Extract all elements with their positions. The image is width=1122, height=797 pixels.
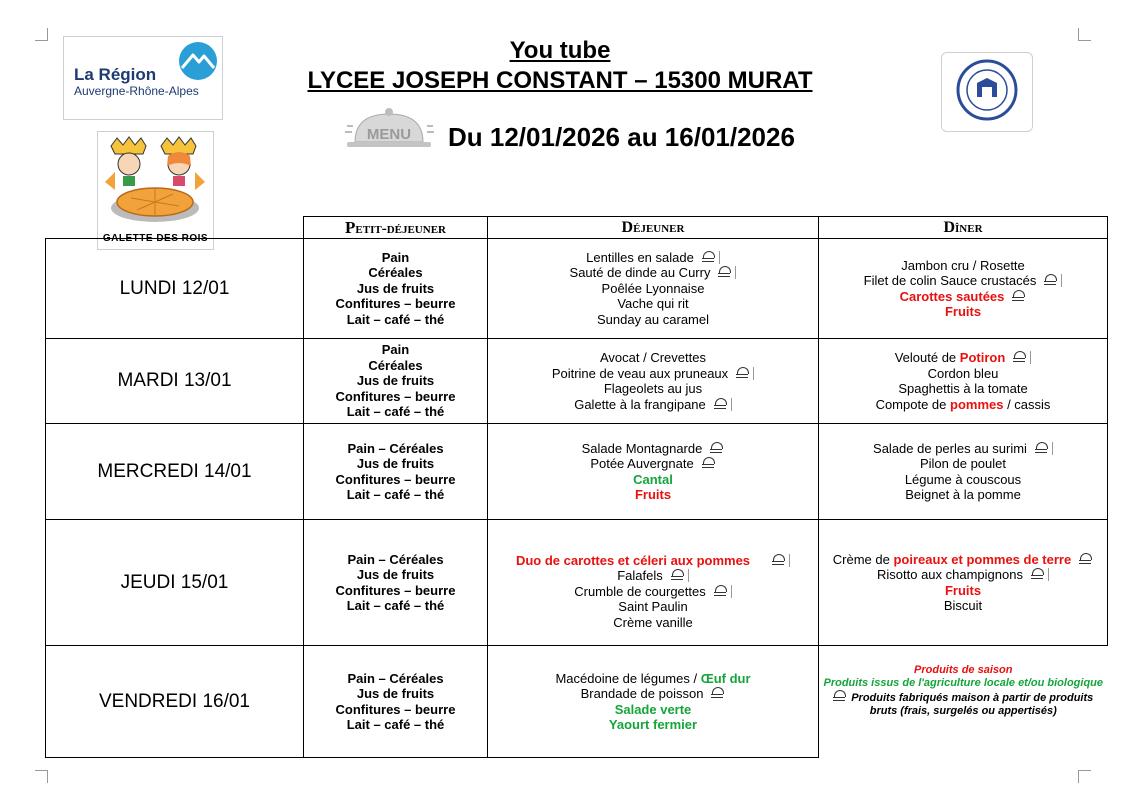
lunch-item: Yaourt fermier <box>608 717 698 732</box>
breakfast-item: Lait – café – thé <box>346 311 445 327</box>
crop-mark-top-left <box>35 28 48 41</box>
region-logo <box>63 36 223 120</box>
dinner-item: Beignet à la pomme <box>905 487 1021 502</box>
menu-dates: Du 12/01/2026 au 16/01/2026 <box>448 122 795 152</box>
region-logo-subtitle: Auvergne-Rhône-Alpes <box>74 84 199 98</box>
homemade-icon <box>714 398 728 411</box>
header-corner <box>46 217 304 239</box>
dinner-cell <box>819 239 1108 339</box>
breakfast-cell <box>304 424 488 520</box>
column-header-breakfast: Petit-déjeuner <box>304 217 488 239</box>
homemade-icon <box>1031 568 1045 581</box>
breakfast-item: Jus de fruits <box>356 567 435 582</box>
breakfast-item: Confitures – beurre <box>335 471 456 487</box>
lunch-item: Brandade de poisson <box>488 686 818 702</box>
day-name: LUNDI 12/01 <box>46 239 304 339</box>
homemade-icon <box>702 457 716 470</box>
crop-mark-top-right <box>1078 28 1091 41</box>
lunch-cell <box>488 239 819 339</box>
homemade-icon <box>1044 274 1058 287</box>
page-title-school: LYCEE JOSEPH CONSTANT – 15300 MURAT <box>307 67 813 94</box>
day-name: MARDI 13/01 <box>46 339 304 424</box>
breakfast-item: Confitures – beurre <box>335 296 456 312</box>
lunch-item: Fruits <box>634 487 672 502</box>
homemade-icon <box>833 690 847 703</box>
menu-graphic-label: MENU <box>366 126 412 143</box>
dinner-item: Fruits <box>944 304 982 319</box>
homemade-icon <box>1035 442 1049 455</box>
day-name: VENDREDI 16/01 <box>46 646 304 758</box>
legend <box>819 664 1108 718</box>
breakfast-item: Pain <box>381 342 410 358</box>
school-seal-icon <box>956 59 1018 121</box>
crop-mark-bottom-left <box>35 770 48 783</box>
day-name: JEUDI 15/01 <box>46 520 304 646</box>
lunch-item: Potée Auvergnate <box>488 456 818 472</box>
breakfast-item: Pain – Céréales <box>347 440 444 456</box>
homemade-icon <box>714 585 728 598</box>
dinner-item: Velouté de Potiron <box>819 350 1107 366</box>
breakfast-cell <box>304 239 488 339</box>
breakfast-item: Pain – Céréales <box>347 551 444 567</box>
breakfast-item: Confitures – beurre <box>335 388 456 404</box>
homemade-icon <box>702 251 716 264</box>
lunch-item: Cantal <box>633 471 673 487</box>
lunch-item: Crumble de courgettes <box>488 584 818 600</box>
region-logo-title: La Région <box>74 65 157 84</box>
homemade-icon <box>772 554 786 567</box>
breakfast-item: Confitures – beurre <box>335 701 456 717</box>
dinner-item: Filet de colin Sauce crustacés <box>819 273 1107 289</box>
column-header-dinner: Dîner <box>819 217 1108 239</box>
dinner-item: Biscuit <box>943 598 983 613</box>
homemade-icon <box>1012 290 1026 303</box>
breakfast-item: Confitures – beurre <box>335 582 456 598</box>
dinner-item: Légume à couscous <box>904 471 1022 487</box>
column-header-lunch: Déjeuner <box>488 217 819 239</box>
dinner-item: Fruits <box>944 582 982 598</box>
dinner-item: Spaghettis à la tomate <box>898 381 1028 396</box>
lunch-cell <box>488 339 819 424</box>
lunch-item: Poêlée Lyonnaise <box>601 280 705 296</box>
lunch-item: Sunday au caramel <box>596 311 709 327</box>
breakfast-cell <box>304 339 488 424</box>
breakfast-item: Pain – Céréales <box>347 670 444 686</box>
breakfast-item: Céréales <box>368 357 423 373</box>
dinner-item: Salade de perles au surimi <box>819 441 1107 457</box>
breakfast-item: Pain <box>381 249 410 265</box>
galette-caption: GALETTE DES ROIS <box>102 233 209 244</box>
lunch-cell <box>488 424 819 520</box>
lunch-item: Poitrine de veau aux pruneaux <box>488 366 818 382</box>
legend-season: Produits de saison <box>914 664 1013 676</box>
dinner-item: Carottes sautées <box>819 289 1107 305</box>
region-mountain-icon <box>176 42 220 80</box>
lunch-item: Falafels <box>488 568 818 584</box>
lunch-item: Vache qui rit <box>617 296 689 312</box>
dinner-item: Pilon de poulet <box>919 456 1006 471</box>
breakfast-cell <box>304 646 488 758</box>
legend-cell <box>819 646 1108 758</box>
dinner-item: Jambon cru / Rosette <box>901 257 1025 273</box>
cloche-menu-icon <box>343 106 435 158</box>
lunch-item: Saint Paulin <box>618 599 688 615</box>
breakfast-item: Céréales <box>368 265 423 281</box>
breakfast-item: Jus de fruits <box>356 686 435 701</box>
dinner-item: Compote de pommes / cassis <box>875 396 1051 412</box>
day-row-wednesday <box>46 424 1108 520</box>
lunch-item: Sauté de dinde au Curry <box>488 265 818 281</box>
homemade-icon <box>1079 553 1093 566</box>
breakfast-item: Lait – café – thé <box>346 487 445 502</box>
homemade-icon <box>710 442 724 455</box>
dinner-item: Risotto aux champignons <box>819 567 1107 583</box>
day-row-tuesday <box>46 339 1108 424</box>
dinner-item: Crème de poireaux et pommes de terre <box>819 552 1107 568</box>
breakfast-item: Jus de fruits <box>356 373 435 389</box>
breakfast-item: Lait – café – thé <box>346 717 445 732</box>
homemade-icon <box>1013 351 1027 364</box>
homemade-icon <box>718 266 732 279</box>
lunch-item: Flageolets au jus <box>603 381 703 396</box>
lunch-cell <box>488 646 819 758</box>
day-row-thursday <box>46 520 1108 646</box>
lunch-item: Galette à la frangipane <box>488 397 818 413</box>
table-header-row <box>46 217 1108 239</box>
breakfast-item: Lait – café – thé <box>346 404 445 420</box>
lunch-item: Crème vanille <box>613 614 693 630</box>
dinner-item: Cordon bleu <box>927 365 999 381</box>
legend-local: Produits issus de l'agriculture locale et/ou biologique <box>823 677 1103 689</box>
homemade-icon <box>671 569 685 582</box>
dinner-cell <box>819 339 1108 424</box>
lunch-item: Duo de carottes et céleri aux pommes <box>488 553 818 569</box>
page-title-youtube: You tube <box>509 37 611 64</box>
breakfast-cell <box>304 520 488 646</box>
lunch-item: Salade verte <box>614 701 692 717</box>
lunch-cell <box>488 520 819 646</box>
lunch-item: Salade Montagnarde <box>488 441 818 457</box>
day-name: MERCREDI 14/01 <box>46 424 304 520</box>
breakfast-item: Lait – café – thé <box>346 598 445 613</box>
lunch-item: Macédoine de légumes / Œuf dur <box>555 670 751 686</box>
day-row-monday <box>46 239 1108 339</box>
crop-mark-bottom-right <box>1078 770 1091 783</box>
legend-homemade: Produits fabriqués maison à partir de produits bruts (frais, surgelés ou appertisés) <box>819 690 1108 718</box>
school-badge <box>941 52 1033 132</box>
weekly-menu-table <box>45 216 1108 758</box>
lunch-item: Lentilles en salade <box>488 250 818 266</box>
galette-illustration <box>101 136 209 228</box>
day-row-friday <box>46 646 1108 758</box>
lunch-item: Avocat / Crevettes <box>600 350 706 365</box>
dinner-cell <box>819 520 1108 646</box>
breakfast-item: Jus de fruits <box>356 280 435 296</box>
homemade-icon <box>711 687 725 700</box>
dinner-cell <box>819 424 1108 520</box>
homemade-icon <box>736 367 750 380</box>
breakfast-item: Jus de fruits <box>356 456 435 471</box>
